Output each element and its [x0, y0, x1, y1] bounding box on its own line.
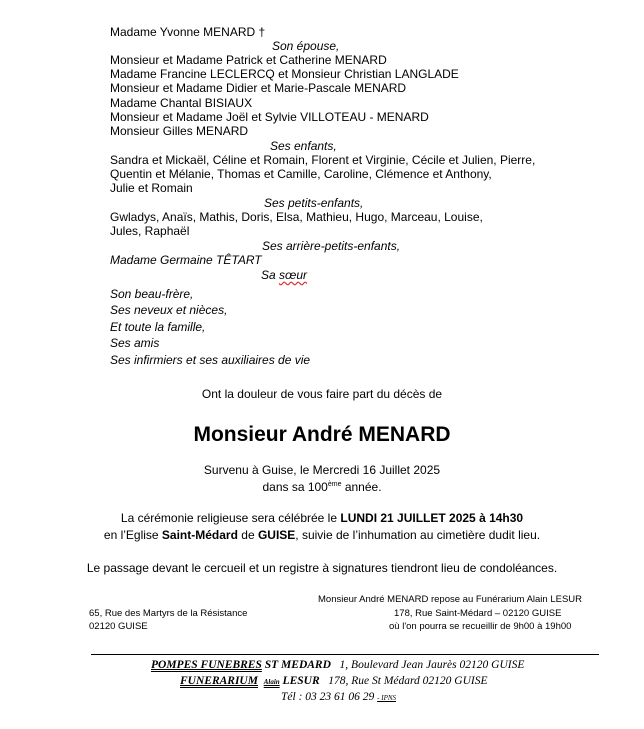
phone-number: Tél : 03 23 61 06 29 [281, 691, 378, 703]
family-line: Gwladys, Anaïs, Mathis, Doris, Elsa, Mathieu, Hugo, Marceau, Louise, [110, 210, 483, 224]
family-line: Monsieur Gilles MENARD [110, 124, 249, 138]
ceremony-line-1 [0, 511, 644, 525]
age-pre: dans sa 100 [262, 480, 328, 494]
ceremony-date: LUNDI 21 JUILLET 2025 à 14h30 [340, 511, 524, 525]
age-post: année. [341, 480, 382, 494]
family-line: Et toute la famille, [110, 320, 206, 334]
church-name: Saint-Médard [161, 528, 238, 542]
pf-name: POMPES FUNEBRES [151, 659, 262, 671]
family-line: Monsieur et Madame Didier et Marie-Pascale MENARD [110, 81, 407, 95]
ceremony-text: de [237, 528, 258, 542]
family-line: Sandra et Mickaël, Céline et Romain, Florent et Virginie, Cécile et Julien, Pierre, [110, 153, 536, 167]
pf-address: 1, Boulevard Jean Jaurès 02120 GUISE [339, 659, 525, 671]
family-line: Monsieur et Madame Joël et Sylvie VILLOTEAU - MENARD [110, 110, 429, 124]
family-line: Ses amis [110, 336, 160, 350]
condolences-text: Le passage devant le cercueil et un registre à signatures tiendront lieu de condoléances. [86, 561, 558, 575]
death-info: Survenu à Guise, le Mercredi 16 Juillet 2025 [203, 463, 441, 477]
spellcheck-word: sœur [279, 268, 308, 282]
home-address-line: 65, Rue des Martyrs de la Résistance [89, 608, 248, 619]
city-name: GUISE [257, 528, 296, 542]
family-line: Madame Germaine TÊTART [110, 253, 262, 267]
relation-label: Son épouse, [272, 39, 340, 53]
family-line: Madame Yvonne MENARD † [110, 25, 266, 39]
footer-line-1 [151, 658, 524, 672]
family-line: Quentin et Mélanie, Thomas et Camille, Caroline, Clémence et Anthony, [110, 167, 492, 181]
relation-label [261, 268, 307, 282]
ceremony-text: , suivie de l’inhumation au cimetière dudit lieu. [295, 528, 541, 542]
pf-st: ST MEDARD [261, 659, 331, 671]
footer-line-3 [281, 690, 396, 705]
age-sup: ème [327, 481, 342, 488]
funerarium-footer-address: 178, Rue St Médard 02120 GUISE [328, 675, 488, 687]
relation-label: Ses enfants, [270, 139, 337, 153]
ceremony-line-2 [0, 528, 644, 542]
family-line: Madame Chantal BISIAUX [110, 96, 253, 110]
ceremony-text: La cérémonie religieuse sera célébrée le [120, 511, 341, 525]
relation-label: Ses arrière-petits-enfants, [262, 239, 401, 253]
family-line: Julie et Romain [110, 181, 193, 195]
family-line: Madame Francine LECLERCQ et Monsieur Christian LANGLADE [110, 67, 459, 81]
age-info [0, 478, 644, 494]
deceased-name: Monsieur André MENARD [193, 423, 451, 446]
family-line: Son beau-frère, [110, 287, 194, 301]
visiting-hours: où l'on pourra se recueillir de 9h00 à 19h00 [389, 621, 572, 632]
ceremony-text: en l’Eglise [103, 528, 162, 542]
relation-label: Ses petits-enfants, [264, 196, 364, 210]
footer-line-2 [180, 674, 488, 689]
funerarium-label: FUNERARIUM [180, 675, 258, 687]
funerarium-alain: Alain [263, 678, 280, 686]
ipns-mark: - IPNS [377, 694, 397, 702]
home-address-line: 02120 GUISE [89, 621, 148, 632]
family-line: Ses neveux et nièces, [110, 303, 228, 317]
funerarium-address: 178, Rue Saint-Médard – 02120 GUISE [394, 608, 562, 619]
announcement-text: Ont la douleur de vous faire part du décès de [201, 387, 443, 401]
family-line: Ses infirmiers et ses auxiliaires de vie [110, 353, 311, 367]
family-line: Jules, Raphaël [110, 224, 190, 238]
relation-label-prefix: Sa [261, 268, 280, 282]
family-line: Monsieur et Madame Patrick et Catherine MENARD [110, 53, 387, 67]
funerarium-lesur: LESUR [279, 675, 320, 687]
footer-divider [91, 654, 599, 655]
funerarium-info: Monsieur André MENARD repose au Funérarium Alain LESUR [318, 594, 583, 605]
